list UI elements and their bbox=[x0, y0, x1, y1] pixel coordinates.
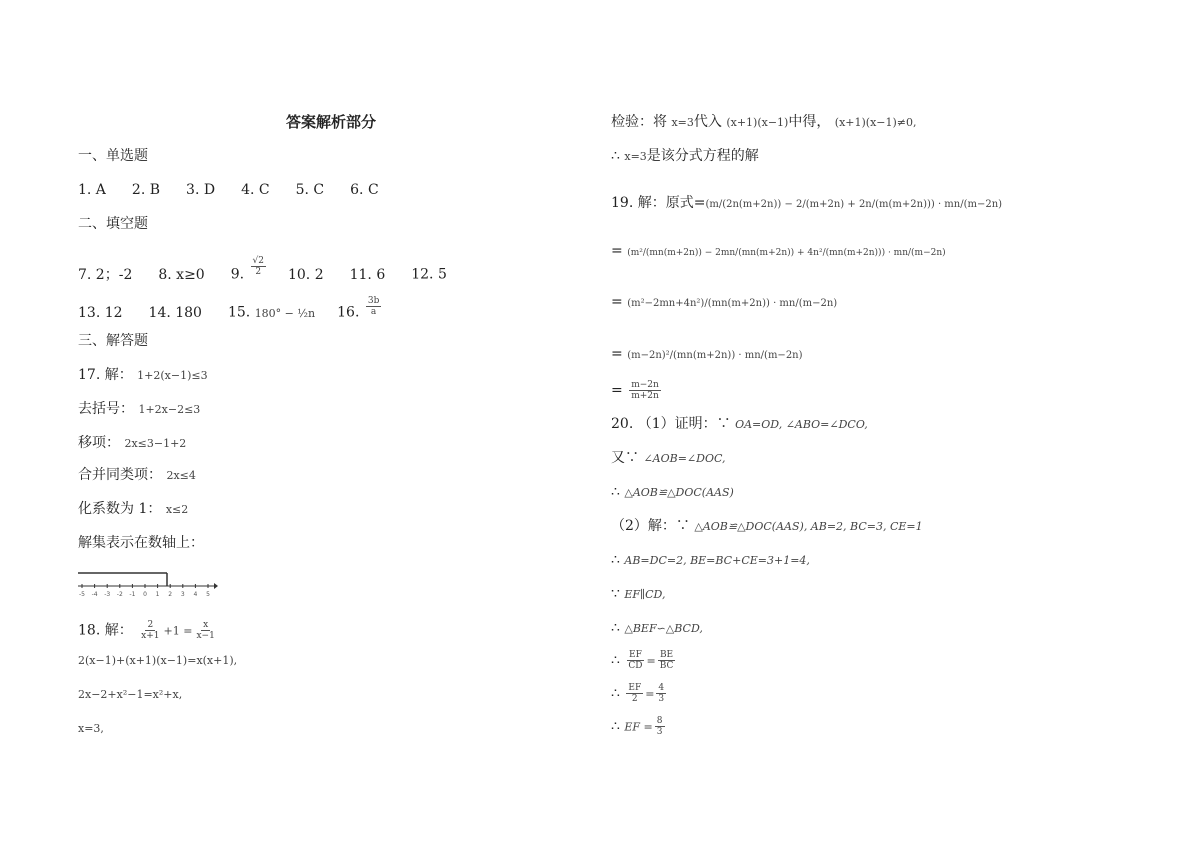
q20-fraction-ef-cd bbox=[626, 650, 644, 671]
q19-line-4 bbox=[611, 345, 803, 365]
fraction-numerator: m−2n bbox=[631, 380, 659, 390]
q17-line-3 bbox=[78, 434, 186, 453]
q20-part2-label: （2）解：∵ bbox=[611, 518, 690, 534]
fraction-denominator: 3 bbox=[658, 694, 665, 704]
check-label: 检验：将 bbox=[611, 114, 667, 130]
answer-10: 10. 2 bbox=[287, 266, 324, 283]
section-heading-solutions: 三、解答题 bbox=[78, 333, 148, 349]
step-expression: 2x≤4 bbox=[166, 469, 196, 482]
fraction-numerator: 3b bbox=[367, 296, 380, 306]
q19-line-1 bbox=[611, 194, 1002, 214]
conclusion-expression: x=3 bbox=[624, 150, 647, 163]
q20-expression: AB=DC=2, BE=BC+CE=3+1=4, bbox=[624, 554, 810, 567]
q18-label: 18. 解： bbox=[78, 622, 133, 639]
q20-expression: △AOB≌△DOC(AAS) bbox=[624, 486, 734, 499]
answer-16-fraction bbox=[366, 296, 382, 317]
step-expression: x≤2 bbox=[165, 503, 189, 516]
equals-sign: = bbox=[611, 294, 623, 310]
equals-sign: = bbox=[646, 654, 656, 668]
q19-result-fraction bbox=[629, 380, 661, 401]
answer-12: 12. 5 bbox=[411, 266, 447, 283]
q19-expression: (m²−2mn+4n²)/(mn(m+2n)) · mn/(m−2n) bbox=[627, 298, 838, 309]
answer-9-label: 9. bbox=[230, 266, 245, 283]
q20-fraction-8-3 bbox=[655, 716, 665, 737]
answer-6: 6. C bbox=[350, 182, 379, 198]
because-symbol: 又∵ bbox=[611, 450, 639, 466]
number-line-tick-label: 0 bbox=[143, 591, 147, 598]
fraction-denominator: 3 bbox=[656, 727, 663, 737]
therefore-symbol: ∴ bbox=[611, 620, 620, 636]
number-line-tick-label: 5 bbox=[206, 591, 210, 598]
check-expression: (x+1)(x−1)≠0, bbox=[834, 116, 917, 129]
answer-15-label: 15. bbox=[227, 304, 251, 321]
number-line-tick-label: 3 bbox=[180, 591, 185, 598]
fraction-numerator: 4 bbox=[658, 683, 665, 693]
number-line-tick-label: 2 bbox=[168, 591, 173, 598]
q20-fraction-be-bc bbox=[658, 650, 676, 671]
fill-blank-row-1 bbox=[78, 256, 447, 285]
q20-line-5 bbox=[611, 551, 810, 570]
check-text: 中得， bbox=[788, 114, 831, 130]
answer-4: 4. C bbox=[241, 182, 270, 198]
page-title: 答案解析部分 bbox=[286, 113, 377, 131]
fraction-numerator: EF bbox=[629, 650, 642, 660]
q17-line-1 bbox=[78, 366, 208, 385]
fraction-numerator: √2 bbox=[252, 256, 264, 266]
fraction-denominator: 2 bbox=[255, 267, 262, 277]
fraction-denominator: CD bbox=[628, 661, 643, 671]
number-line-tick-label: 4 bbox=[193, 591, 198, 598]
fraction-denominator: x+1 bbox=[141, 631, 160, 641]
answer-5: 5. C bbox=[295, 182, 325, 198]
q18-line-3: 2x−2+x²−1=x²+x, bbox=[78, 688, 183, 701]
q20-expression: △BEF∽△BCD, bbox=[624, 622, 703, 635]
answer-2: 2. B bbox=[131, 182, 161, 198]
q20-line-1 bbox=[611, 415, 868, 434]
fraction-denominator: m+2n bbox=[631, 391, 659, 401]
q20-line-8 bbox=[611, 650, 677, 671]
q20-line-2 bbox=[611, 449, 726, 468]
answer-7: 7. 2；-2 bbox=[78, 266, 133, 283]
q17-label: 17. 解： bbox=[78, 367, 133, 383]
equals-sign: = bbox=[611, 382, 623, 399]
q17-line-6: 解集表示在数轴上： bbox=[78, 535, 204, 551]
section-heading-fill-blank: 二、填空题 bbox=[78, 216, 148, 232]
q20-line-7 bbox=[611, 619, 703, 638]
answer-11: 11. 6 bbox=[349, 266, 386, 283]
answer-16-label: 16. bbox=[337, 304, 360, 321]
step-expression: 1+2x−2≤3 bbox=[138, 403, 201, 416]
fraction-denominator: BC bbox=[659, 661, 674, 671]
q19-expression: (m−2n)²/(mn(m+2n)) · mn/(m−2n) bbox=[627, 350, 803, 361]
answer-3: 3. D bbox=[186, 182, 216, 198]
therefore-symbol: ∴ bbox=[611, 718, 620, 735]
number-line-tick-label: -5 bbox=[79, 591, 85, 598]
q20-expression: EF = bbox=[624, 720, 653, 734]
q19-line-3 bbox=[611, 293, 837, 313]
q20-expression: △AOB≌△DOC(AAS), AB=2, BC=3, CE=1 bbox=[694, 520, 923, 533]
fraction-numerator: BE bbox=[659, 650, 674, 660]
answer-14: 14. 180 bbox=[148, 304, 202, 321]
number-line-tick-label: 1 bbox=[155, 591, 160, 598]
conclusion-text: 是该分式方程的解 bbox=[646, 148, 759, 164]
q18-check-line bbox=[611, 113, 917, 132]
q19-expression: (m/(2n(m+2n)) − 2/(m+2n) + 2n/(m(m+2n))) · mn/(m−2n) bbox=[705, 199, 1003, 210]
fill-blank-row-2 bbox=[78, 296, 383, 323]
therefore-symbol: ∴ bbox=[611, 685, 620, 702]
answer-1: 1. A bbox=[78, 182, 106, 198]
therefore-symbol: ∴ bbox=[611, 652, 620, 669]
q20-expression: OA=OD, ∠ABO=∠DCO, bbox=[735, 418, 868, 431]
q18-line-1 bbox=[78, 620, 219, 641]
fraction-denominator: a bbox=[370, 307, 377, 317]
check-expression: x=3 bbox=[671, 116, 694, 129]
equals-sign: = bbox=[645, 687, 655, 701]
number-line-tick-label: -1 bbox=[129, 591, 136, 598]
number-line-tick-label: -2 bbox=[116, 591, 123, 598]
number-line-tick-label: -4 bbox=[91, 591, 98, 598]
therefore-symbol: ∴ bbox=[611, 148, 620, 164]
q18-line-4: x=3, bbox=[78, 722, 104, 735]
q18-conclusion-line bbox=[611, 147, 759, 166]
number-line-diagram bbox=[78, 570, 218, 600]
q20-expression: ∠AOB=∠DOC, bbox=[643, 452, 726, 465]
q18-fraction-b bbox=[194, 620, 216, 641]
q18-operator: +1 = bbox=[163, 624, 193, 638]
step-expression: 2x≤3−1+2 bbox=[124, 437, 187, 450]
equals-sign: = bbox=[611, 346, 623, 362]
therefore-symbol: ∴ bbox=[611, 552, 620, 568]
q20-line-3 bbox=[611, 483, 734, 502]
q20-line-9 bbox=[611, 683, 668, 704]
answer-9-fraction bbox=[251, 256, 266, 277]
answer-8: 8. x≥0 bbox=[158, 266, 205, 283]
q19-label: 19. 解：原式= bbox=[611, 195, 706, 211]
q19-line-2 bbox=[611, 242, 946, 262]
because-symbol: ∵ bbox=[611, 586, 620, 602]
fraction-numerator: 2 bbox=[147, 620, 154, 630]
step-label: 去括号： bbox=[78, 401, 134, 417]
step-label: 合并同类项： bbox=[78, 467, 162, 483]
q17-expression: 1+2(x−1)≤3 bbox=[137, 369, 208, 382]
q17-line-4 bbox=[78, 466, 196, 485]
q20-label: 20. （1）证明：∵ bbox=[611, 416, 731, 432]
fraction-numerator: EF bbox=[628, 683, 642, 693]
q19-line-5 bbox=[611, 380, 663, 401]
therefore-symbol: ∴ bbox=[611, 484, 620, 500]
q18-fraction-a bbox=[139, 620, 161, 641]
section-heading-single-choice: 一、单选题 bbox=[78, 148, 148, 164]
fraction-numerator: 8 bbox=[656, 716, 663, 726]
q20-fraction-4-3 bbox=[656, 683, 666, 704]
step-label: 移项： bbox=[78, 435, 120, 451]
q20-line-4 bbox=[611, 517, 923, 536]
number-line-tick-label: -3 bbox=[104, 591, 111, 598]
equals-sign: = bbox=[611, 243, 623, 259]
q18-line-2: 2(x−1)+(x+1)(x−1)=x(x+1), bbox=[78, 654, 238, 667]
answer-15-expression: 180° − ½n bbox=[254, 306, 316, 320]
q19-expression: (m²/(mn(m+2n)) − 2mn/(mn(m+2n)) + 4n²/(mn(m+2n))) · mn/(m−2n) bbox=[627, 248, 946, 258]
q20-expression: EF∥CD, bbox=[624, 588, 666, 601]
q17-line-2 bbox=[78, 400, 200, 419]
single-choice-answers bbox=[78, 181, 379, 199]
answer-13: 13. 12 bbox=[78, 304, 123, 321]
q20-line-6 bbox=[611, 585, 665, 604]
fraction-denominator: x−1 bbox=[196, 631, 215, 641]
q20-fraction-ef-2 bbox=[626, 683, 643, 704]
fraction-denominator: 2 bbox=[631, 694, 638, 704]
q20-line-10 bbox=[611, 716, 667, 737]
check-text: 代入 bbox=[693, 114, 722, 130]
check-expression: (x+1)(x−1) bbox=[726, 116, 789, 129]
fraction-numerator: x bbox=[203, 620, 209, 630]
step-label: 化系数为 1： bbox=[78, 501, 162, 517]
q17-line-5 bbox=[78, 500, 188, 519]
